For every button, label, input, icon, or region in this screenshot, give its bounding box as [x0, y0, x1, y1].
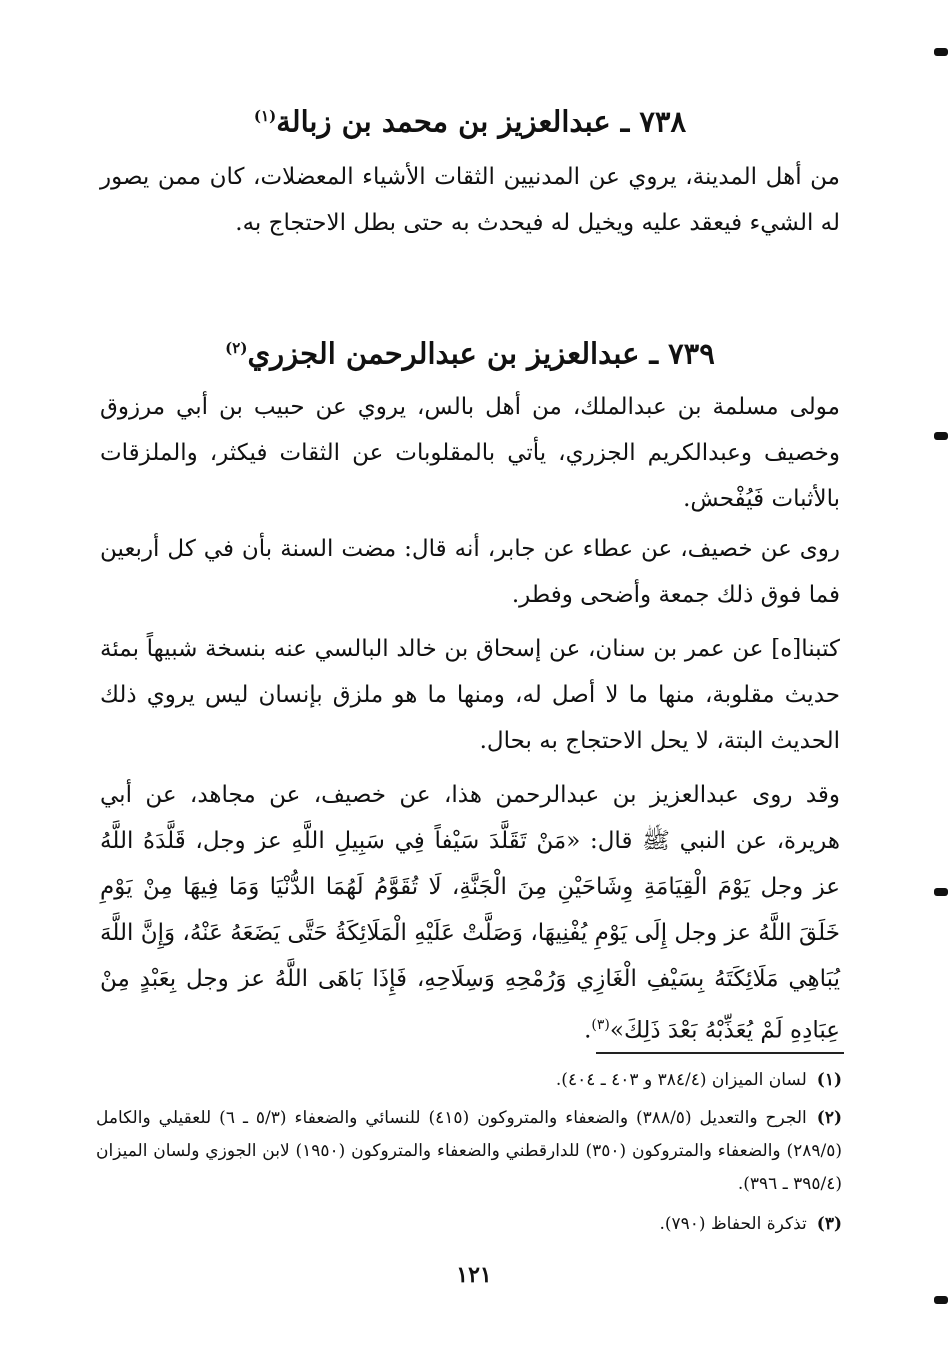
- scan-edge-mark: [934, 432, 948, 440]
- footnote-text: الجرح والتعديل (٣٨٨/٥) والضعفاء والمتروكون (٤١٥) للنسائي والضعفاء (٥/٣ ـ ٦) للعقيلي والكامل (٢٨٩/٥) والضعفاء والمتروكون (٣٥٠) للدارقطني والضعفاء والمتروكون (١٩٥٠) لابن الجوزي ولسان الميزان (٣٩٥/٤ ـ ٣٩٦).: [96, 1108, 842, 1194]
- footnote-text: لسان الميزان (٣٨٤/٤ و ٤٠٣ ـ ٤٠٤).: [555, 1070, 807, 1090]
- footnote-ref: (٢): [225, 339, 248, 357]
- entry-739-paragraph-4: وقد روى عبدالعزيز بن عبدالرحمن هذا، عن خصيف، عن مجاهد، عن أبي هريرة، عن النبي ﷺ قال: «مَنْ تَقَلَّدَ سَيْفاً فِي سَبِيلِ اللَّهِ عز وجل، قَلَّدَهُ اللَّهُ عز وجل يَوْمَ الْقِيَامَةِ وِشَاحَيْنِ مِنَ الْجَنَّةِ، لَا تُقَوَّمُ لَهُمَا الدُّنْيَا وَمَا فِيهَا مِنْ يَوْمِ خَلَقَ اللَّهُ عز وجل إِلَى يَوْمِ يُفْنِيهَا، وَصَلَّتْ عَلَيْهِ الْمَلَائِكَةُ حَتَّى يَضَعَهُ عَنْهُ، وَإِنَّ اللَّهَ يُبَاهِي مَلَائِكَتَهُ بِسَيْفِ الْغَازِي وَرُمْحِهِ وَسِلَاحِهِ، فَإِذَا بَاهَى اللَّهُ عز وجل بِعَبْدٍ مِنْ عِبَادِهِ لَمْ يُعَذِّبْهُ بَعْدَ ذَلِكَ»$^{(٣)}$.: [100, 782, 840, 1044]
- footnote-1: [96, 1064, 842, 1097]
- footnote-2: [96, 1102, 842, 1201]
- scan-edge-mark: [934, 1296, 948, 1304]
- entry-739-paragraph-3: كتبنا[ه] عن عمر بن سنان، عن إسحاق بن خالد البالسي عنه بنسخة شبيهاً بمئة حديث مقلوبة، منها ما لا أصل له، ومنها ما هو ملزق بإنسان ليس يروي ذلك الحديث البتة، لا يحل الاحتجاج به بحال.: [100, 636, 840, 754]
- footnote-separator: [596, 1052, 844, 1054]
- entry-738-paragraph: من أهل المدينة، يروي عن المدنيين الثقات الأشياء المعضلات، كان ممن يصور له الشيء فيعقد عليه ويخيل له فيحدث به حتى بطل الاحتجاج به.: [100, 164, 840, 236]
- footnote-ref: (٣): [591, 1017, 610, 1033]
- entry-title-738: ٧٣٨ ـ عبدالعزيز بن محمد بن زبالة$^{(١)}$: [253, 104, 687, 139]
- footnote-number: (٢): [816, 1108, 842, 1128]
- footnote-ref: (١): [253, 107, 277, 125]
- footnote-text: تذكرة الحفاظ (٧٩٠).: [659, 1214, 807, 1234]
- footnote-number: (١): [816, 1070, 842, 1090]
- footnote-3: [96, 1208, 842, 1241]
- footnote-number: (٣): [816, 1214, 842, 1234]
- scan-edge-mark: [934, 888, 948, 896]
- page-number: ١٢١: [456, 1262, 492, 1288]
- entry-739-paragraph-1: مولى مسلمة بن عبدالملك، من أهل بالس، يروي عن حبيب بن أبي مرزوق وخصيف وعبدالكريم الجزري، يأتي بالمقلوبات عن الثقات فيكثر، والملزقات بالأثبات فَيُفْحش.: [100, 394, 840, 512]
- scan-edge-mark: [934, 48, 948, 56]
- entry-title-739: ٧٣٩ ـ عبدالعزيز بن عبدالرحمن الجزري$^{(٢)}$: [225, 336, 715, 371]
- entry-739-paragraph-2: روى عن خصيف، عن عطاء عن جابر، أنه قال: مضت السنة بأن في كل أربعين فما فوق ذلك جمعة وأضحى وفطر.: [100, 536, 840, 608]
